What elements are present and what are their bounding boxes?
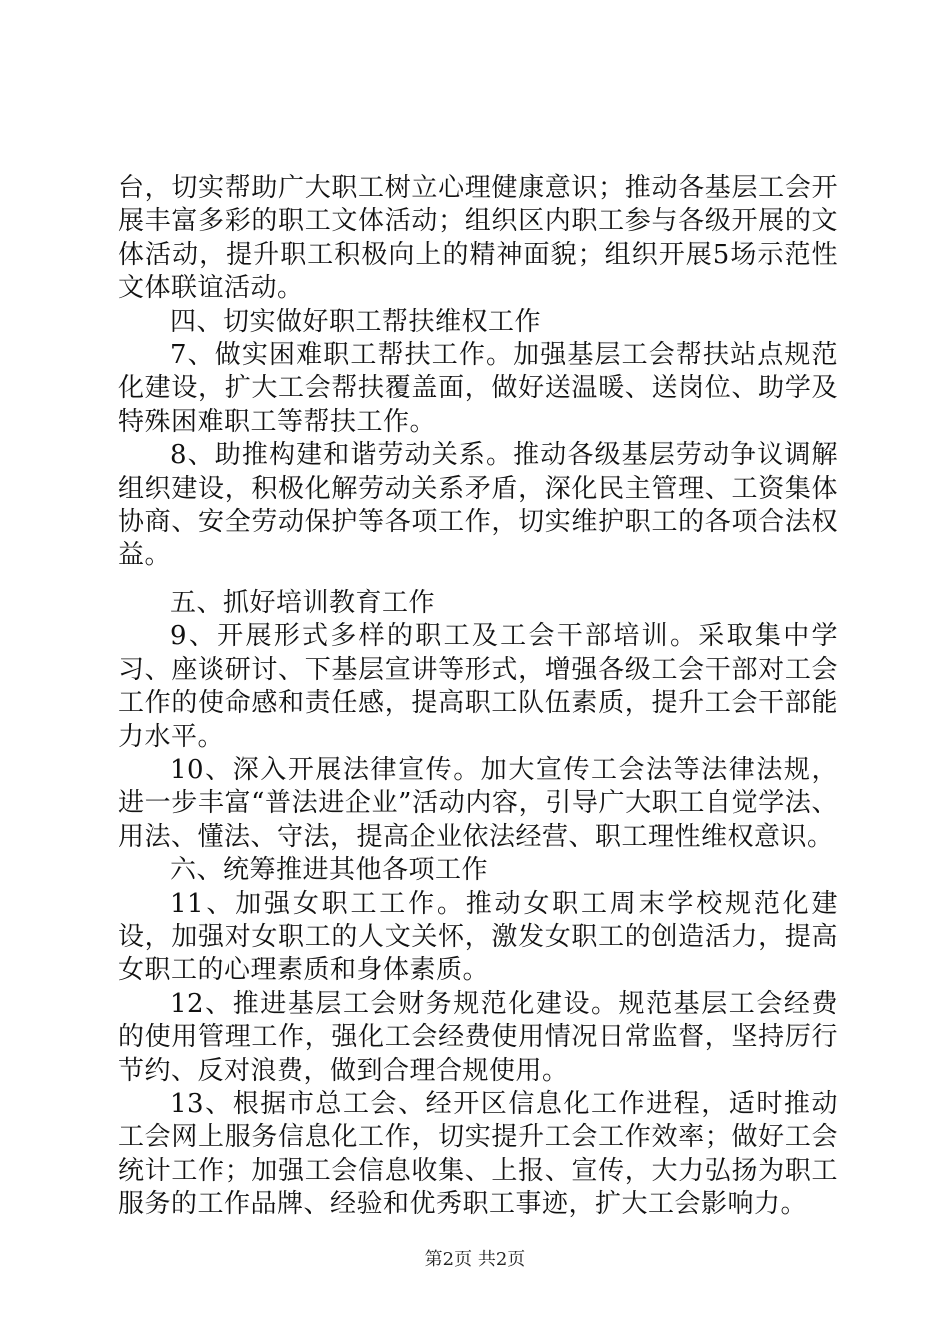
paragraph-item-9: 9、开展形式多样的职工及工会干部培训。采取集中学习、座谈研讨、下基层宣讲等形式，增强各级工会干部对工会工作的使命感和责任感，提高职工队伍素质，提升工会干部能力水平。 xyxy=(118,621,838,752)
paragraph-item-7: 7、做实困难职工帮扶工作。加强基层工会帮扶站点规范化建设，扩大工会帮扶覆盖面，做好送温暖、送岗位、助学及特殊困难职工等帮扶工作。 xyxy=(118,340,838,437)
section-heading-5: 五、抓好培训教育工作 xyxy=(170,587,436,618)
paragraph-item-12: 12、推进基层工会财务规范化建设。规范基层工会经费的使用管理工作，强化工会经费使用情况日常监督，坚持厉行节约、反对浪费，做到合理合规使用。 xyxy=(118,988,838,1086)
paragraph-item-10: 10、深入开展法律宣传。加大宣传工会法等法律法规，进一步丰富“普法进企业”活动内容，引导广大职工自觉学法、用法、懂法、守法，提高企业依法经营、职工理性维权意识。 xyxy=(118,754,838,852)
paragraph-continuation: 台，切实帮助广大职工树立心理健康意识；推动各基层工会开展丰富多彩的职工文体活动；组织区内职工参与各级开展的文体活动，提升职工积极向上的精神面貌；组织开展5场示范性文体联谊活动。 xyxy=(118,173,838,304)
paragraph-item-11: 11、加强女职工工作。推动女职工周末学校规范化建设，加强对女职工的人文关怀，激发女职工的创造活力，提高女职工的心理素质和身体素质。 xyxy=(118,888,838,986)
page-number-footer: 第2页 共2页 xyxy=(424,1249,526,1270)
section-heading-4: 四、切实做好职工帮扶维权工作 xyxy=(170,306,542,337)
paragraph-item-13: 13、根据市总工会、经开区信息化工作进程，适时推动工会网上服务信息化工作，切实提升工会工作效率；做好工会统计工作；加强工会信息收集、上报、宣传，大力弘扬为职工服务的工作品牌、经验和优秀职工事迹，扩大工会影响力。 xyxy=(118,1088,838,1220)
section-heading-6: 六、统筹推进其他各项工作 xyxy=(170,855,489,886)
document-body xyxy=(118,172,838,1222)
paragraph-item-8: 8、助推构建和谐劳动关系。推动各级基层劳动争议调解组织建设，积极化解劳动关系矛盾，深化民主管理、工资集体协商、安全劳动保护等各项工作，切实维护职工的各项合法权益。 xyxy=(118,440,838,571)
